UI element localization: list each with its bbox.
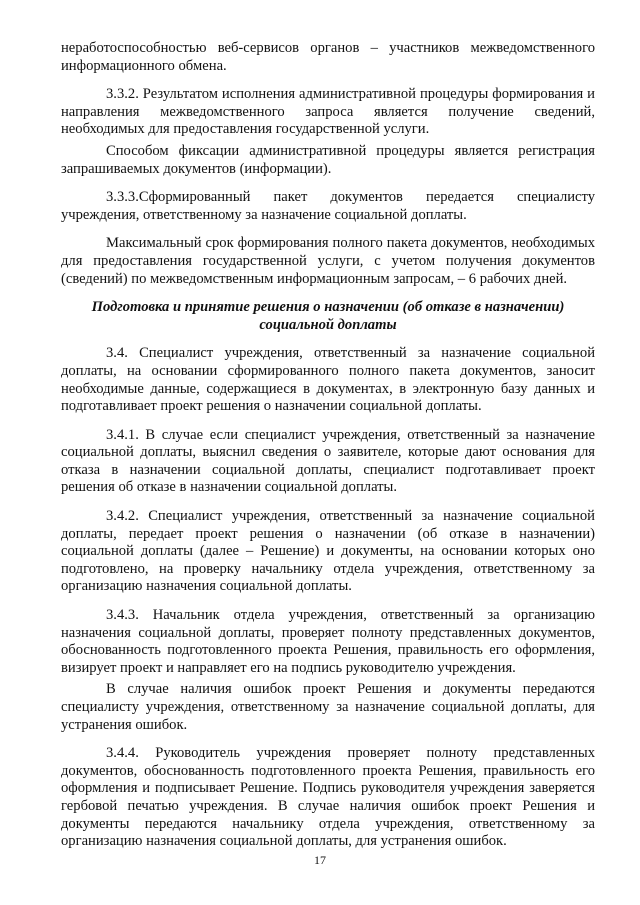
- paragraph-errors: В случае наличия ошибок проект Решения и документы передаются специалисту учреждения, ответственному за назначение социальной доплаты, для устранения ошибок.: [61, 681, 595, 733]
- paragraph-3-4-3: 3.4.3. Начальник отдела учреждения, ответственный за организацию назначения социальной доплаты, проверяет полноту представленных документов, обоснованность подготовленного проекта Решения, правильность его оформления, визирует проект и направляет его на подпись руководителю учреждения.: [61, 607, 595, 676]
- paragraph-continuation: неработоспособностью веб-сервисов органов – участников межведомственного информационного обмена.: [61, 40, 595, 74]
- paragraph-3-4-2: 3.4.2. Специалист учреждения, ответственный за назначение социальной доплаты, передает проект решения о назначении (об отказе в назначении) социальной доплаты (далее – Решение) и документы, на основании которых оно подготовлено, на проверку начальнику отдела учреждения, ответственному за организацию назначения социальной доплаты.: [61, 508, 595, 595]
- paragraph-3-4-1: 3.4.1. В случае если специалист учреждения, ответственный за назначение социальной доплаты, выяснил сведения о заявителе, которые дают основания для отказа в назначении социальной доплаты, специалист подготавливает проект решения об отказе в назначении социальной доплаты.: [61, 426, 595, 496]
- document-body: [61, 40, 595, 851]
- paragraph-3-4-4: 3.4.4. Руководитель учреждения проверяет полноту представленных документов, обоснованность подготовленного проекта Решения, правильность его оформления и подписывает Решение. Подпись руководителя учреждения заверяется гербовой печатью учреждения. В случае наличия ошибок проект Решения и документы передаются начальнику отдела учреждения, ответственному за организацию назначения социальной доплаты, для устранения ошибок.: [61, 745, 595, 850]
- paragraph-3-4: 3.4. Специалист учреждения, ответственный за назначение социальной доплаты, на основании сформированного полного пакета документов, заносит необходимые данные, содержащиеся в документах, в электронную базу данных и подготавливает проект решения о назначении социальной доплаты.: [61, 345, 595, 415]
- page-number: 17: [314, 853, 326, 867]
- paragraph-3-3-2: 3.3.2. Результатом исполнения административной процедуры формирования и направления межведомственного запроса является получение сведений, необходимых для предоставления государственной услуги.: [61, 86, 595, 138]
- paragraph-max-term: Максимальный срок формирования полного пакета документов, необходимых для предоставления государственной услуги, с учетом получения документов (сведений) по межведомственным информационным запросам, – 6 рабочих дней.: [61, 235, 595, 287]
- paragraph-3-3-3: 3.3.3.Сформированный пакет документов передается специалисту учреждения, ответственному за назначение социальной доплаты.: [61, 189, 595, 223]
- section-heading: Подготовка и принятие решения о назначении (об отказе в назначении) социальной доплаты: [91, 299, 565, 333]
- paragraph-registration: Способом фиксации административной процедуры является регистрация запрашиваемых документов (информации).: [61, 142, 595, 177]
